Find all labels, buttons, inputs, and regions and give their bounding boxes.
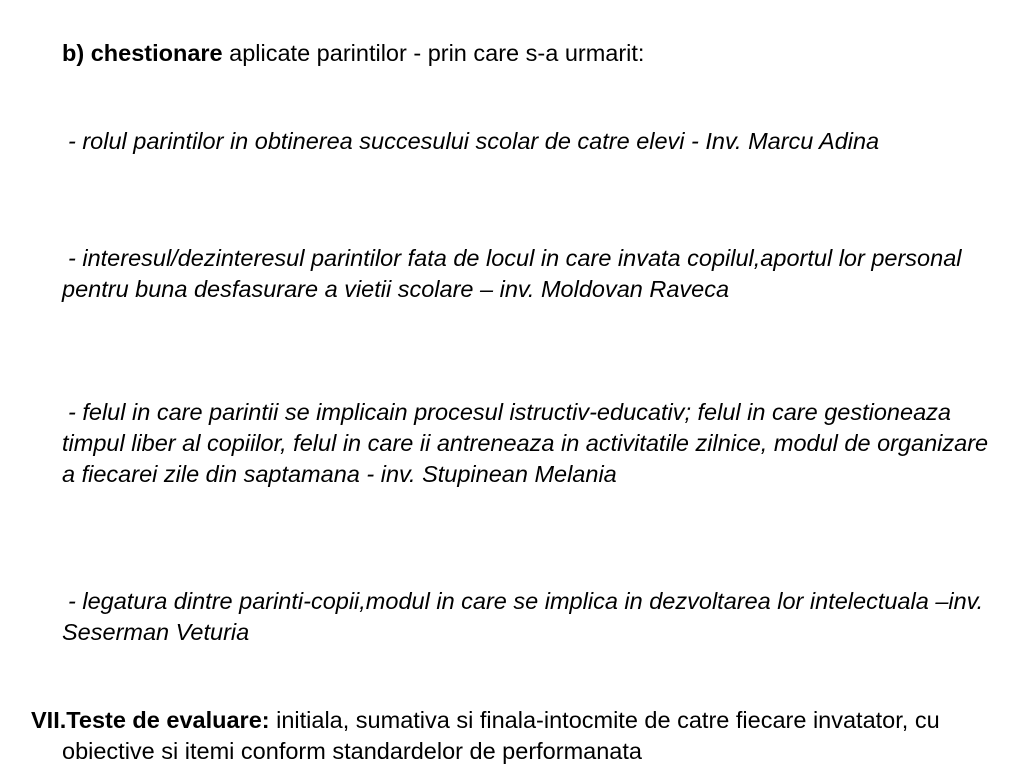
evaluation-tests-label: VII.Teste de evaluare:: [31, 707, 270, 733]
evaluation-tests-description: initiala, sumativa si finala-intocmite de catre fiecare invatator, cu obiective si itemi conform standardelor de performanata: [62, 707, 940, 764]
questionnaire-description: aplicate parintilor - prin care s-a urmarit:: [222, 40, 645, 66]
questionnaire-item-4: - legatura dintre parinti-copii,modul in care se implica in dezvoltarea lor intelectuala –inv. Seserman Veturia: [62, 588, 984, 645]
questionnaire-item-1: - rolul parintilor in obtinerea succesului scolar de catre elevi - Inv. Marcu Adina: [68, 128, 880, 154]
questionnaire-heading: [62, 38, 992, 69]
questionnaire-item-3: - felul in care parintii se implicain procesul istructiv-educativ; felul in care gestioneaza timpul liber al copiilor, felul in care ii antreneaza in activitatile zilnice, modul de organizare a fiecarei zile din saptamana - inv. Stupinean Melania: [62, 399, 989, 487]
questionnaire-label: b) chestionare: [62, 40, 223, 66]
evaluation-tests-section: [31, 705, 1024, 767]
questionnaire-item-2: - interesul/dezinteresul parintilor fata de locul in care invata copilul,aportul lor personal pentru buna desfasurare a vietii scolare – inv. Moldovan Raveca: [62, 245, 962, 302]
